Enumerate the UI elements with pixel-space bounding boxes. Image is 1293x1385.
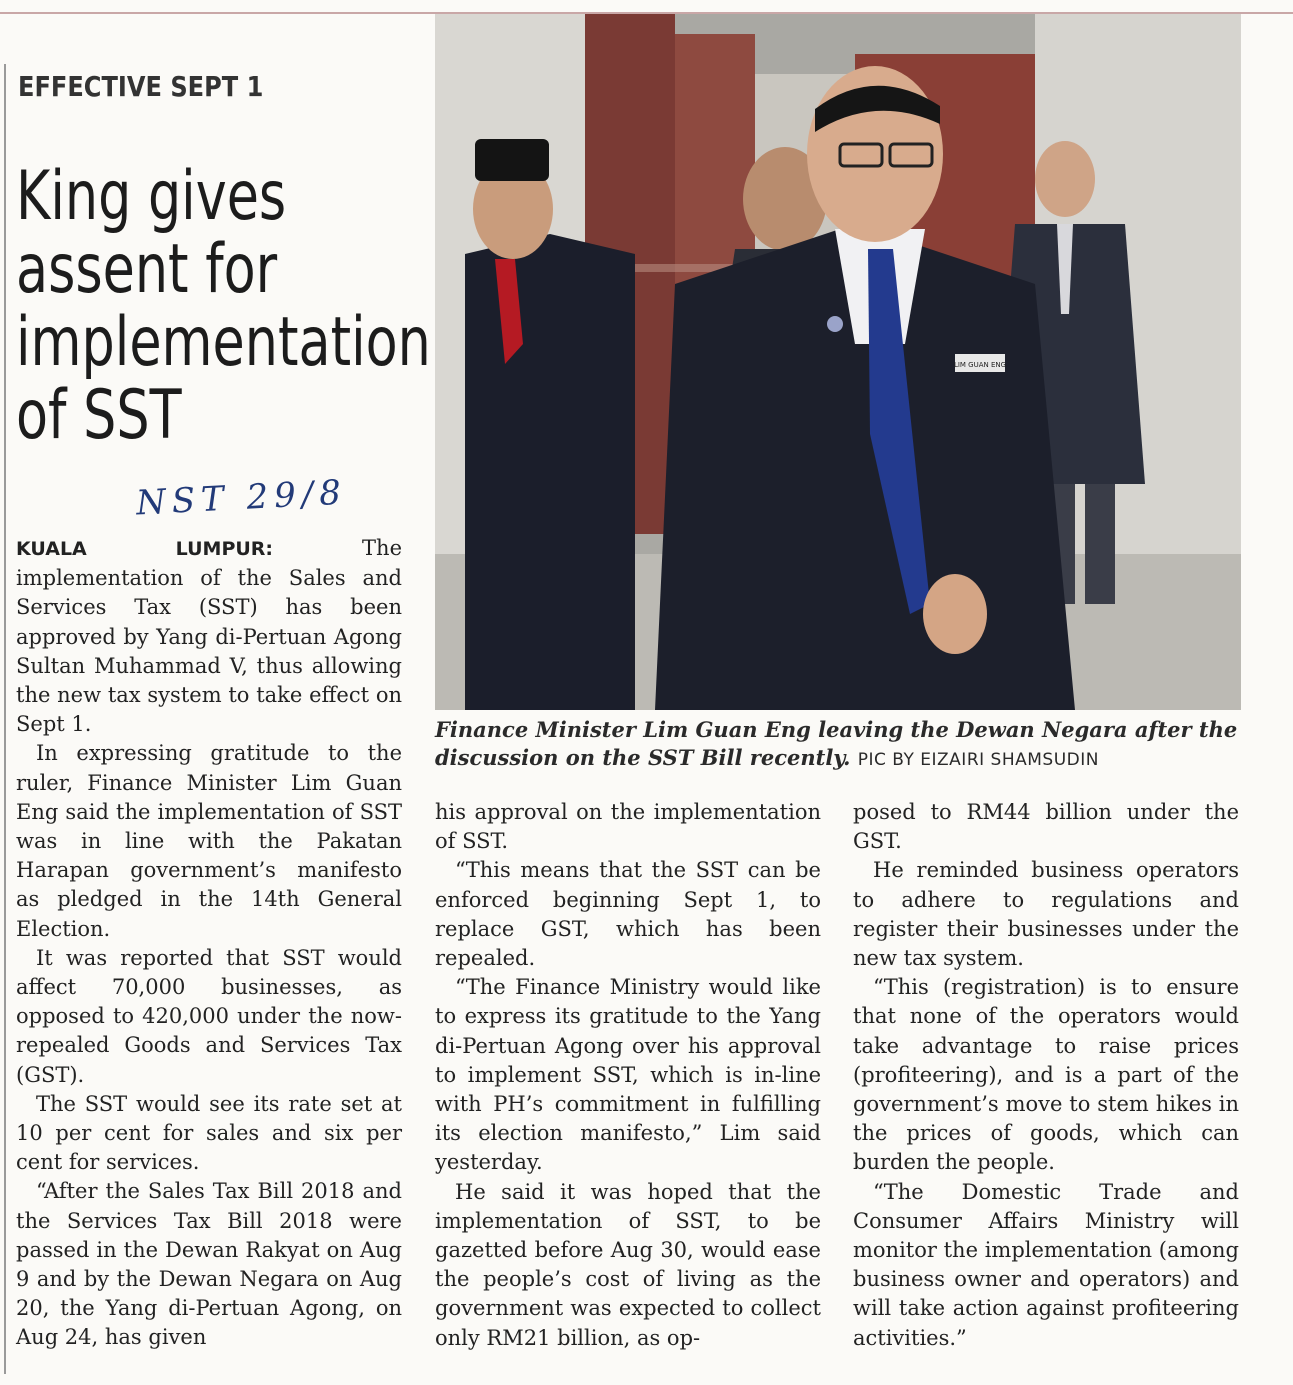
paragraph: He said it was hoped that the implementation of SST, to be gazetted before Aug 30, would ease the people’s cost of living as the government was expected to collect only RM21 billion, as op- <box>435 1179 821 1350</box>
paragraph: The SST would see its rate set at 10 per cent for sales and six per cent for services. <box>16 1091 402 1175</box>
paragraph: It was reported that SST would affect 70,000 businesses, as opposed to 420,000 under the now-repealed Goods and Services Tax (GST). <box>16 945 402 1087</box>
paragraph: posed to RM44 billion under the GST. <box>853 800 1239 854</box>
paragraph: “After the Sales Tax Bill 2018 and the Services Tax Bill 2018 were passed in the Dewan Rakyat on Aug 9 and by the Dewan Negara on Aug 20, the Yang di-Pertuan Agong, on Aug 24, has given <box>16 1179 402 1350</box>
paragraph: He reminded business operators to adhere to regulations and register their businesses under the new tax system. <box>853 858 1239 971</box>
photo-illustration <box>435 14 1241 710</box>
news-photo <box>435 14 1241 710</box>
paragraph <box>16 534 402 739</box>
photo-credit: PIC BY EIZAIRI SHAMSUDIN <box>857 750 1099 770</box>
column-rule <box>4 64 6 1374</box>
headline: King gives assent for implementation of SST <box>16 157 431 455</box>
dateline: KUALA LUMPUR: <box>16 538 274 560</box>
photo-caption <box>435 716 1255 774</box>
article-column-3 <box>853 798 1239 1353</box>
name-tag: LIM GUAN ENG <box>953 361 1007 369</box>
article-column-2 <box>435 798 821 1353</box>
handwritten-note: NST 29/8 <box>135 472 348 524</box>
paragraph: “This means that the SST can be enforced beginning Sept 1, to replace GST, which has been repealed. <box>435 858 821 971</box>
paragraph: “The Finance Ministry would like to express its gratitude to the Yang di-Pertuan Agong over his approval to implement SST, which is in-line with PH’s commitment in fulfilling its election manifesto,” Lim said yesterday. <box>435 975 821 1175</box>
paragraph: his approval on the implementation of SST. <box>435 800 821 854</box>
paragraph: “The Domestic Trade and Consumer Affairs Ministry will monitor the implementation (among business owner and operators) and will take action against profiteering activities.” <box>853 1179 1239 1350</box>
caption-text: Finance Minister Lim Guan Eng leaving the Dewan Negara after the discussion on the SST Bill recently. <box>435 717 1238 770</box>
kicker: EFFECTIVE SEPT 1 <box>18 70 264 103</box>
paragraph-text: The implementation of the Sales and Services Tax (SST) has been approved by Yang di-Pertuan Agong Sultan Muhammad V, thus allowing the new tax system to take effect on Sept 1. <box>16 536 402 737</box>
article-column-1 <box>16 534 402 1353</box>
paragraph: “This (registration) is to ensure that none of the operators would take advantage to raise prices (profiteering), and is a part of the government’s move to stem hikes in the prices of goods, which can burden the people. <box>853 975 1239 1175</box>
paragraph: In expressing gratitude to the ruler, Finance Minister Lim Guan Eng said the implementation of SST was in line with the Pakatan Harapan government’s manifesto as pledged in the 14th General Election. <box>16 741 402 941</box>
